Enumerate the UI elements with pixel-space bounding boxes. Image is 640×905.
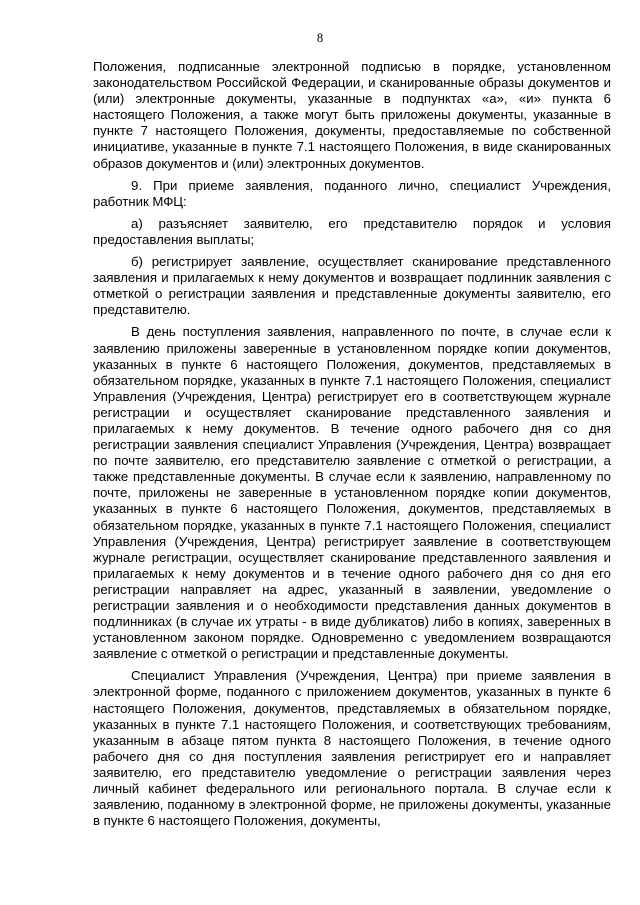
paragraph-postal-application: В день поступления заявления, направленного по почте, в случае если к заявлению приложены заверенные в установленном порядке копии документов, указанных в пункте 6 настоящего Положения, документов, представляемых в обязательном порядке, указанных в пункте 7.1 настоящего Положения, специалист Управления (Учреждения, Центра) регистрирует его в соответствующем журнале регистрации и осуществляет сканирование представленного заявления и прилагаемых к нему документов. В течение одного рабочего дня со дня регистрации заявления специалист Управления (Учреждения, Центра) возвращает по почте заявителю, его представителю заявление с отметкой о регистрации, а также представленные документы. В случае если к заявлению, направленному по почте, приложены не заверенные в установленном порядке копии документов, указанных в пункте 6 настоящего Положения, документов, представляемых в обязательном порядке, указанных в пункте 7.1 настоящего Положения, специалист Управления (Учреждения, Центра) регистрирует заявление в соответствующем журнале регистрации, осуществляет сканирование представленного заявления и прилагаемых к нему документов и в течение одного рабочего дня со дня его регистрации направляет на адрес, указанный в заявлении, уведомление о регистрации заявления и о необходимости представления данных документов в подлинниках (в случае их утраты - в виде дубликатов) либо в копиях, заверенных в установленном законом порядке. Одновременно с уведомлением возвращаются заявление с отметкой о регистрации и представленные документы. [93,324,611,662]
document-body [93,59,611,829]
paragraph-subitem-b: б) регистрирует заявление, осуществляет сканирование представленного заявления и прилагаемых к нему документов и возвращает подлинник заявления с отметкой о регистрации заявления и представленные документы заявителю, его представителю. [93,254,611,318]
paragraph-continuation: Положения, подписанные электронной подписью в порядке, установленном законодательством Российской Федерации, и сканированные образы документов и (или) электронные документы, указанные в подпунктах «а», «и» пункта 6 настоящего Положения, а также могут быть приложены документы, указанные в пункте 7 настоящего Положения, документы, предоставляемые по собственной инициативе, указанные в пункте 7.1 настоящего Положения, в виде сканированных образов документов и (или) электронных документов. [93,59,611,171]
paragraph-item-9: 9. При приеме заявления, поданного лично, специалист Учреждения, работник МФЦ: [93,177,611,209]
page-number: 8 [316,31,324,45]
paragraph-electronic-application: Специалист Управления (Учреждения, Центра) при приеме заявления в электронной форме, поданного с приложением документов, указанных в пункте 6 настоящего Положения, документов, представляемых в обязательном порядке, указанных в пункте 7.1 настоящего Положения, и соответствующих требованиям, указанным в абзаце пятом пункта 8 настоящего Положения, в течение одного рабочего дня со дня поступления заявления регистрирует его и направляет заявителю, его представителю уведомление о регистрации заявления через личный кабинет федерального или регионального портала. В случае если к заявлению, поданному в электронной форме, не приложены документы, указанные в пункте 6 настоящего Положения, документы, [93,668,611,829]
paragraph-subitem-a: а) разъясняет заявителю, его представителю порядок и условия предоставления выплаты; [93,215,611,247]
